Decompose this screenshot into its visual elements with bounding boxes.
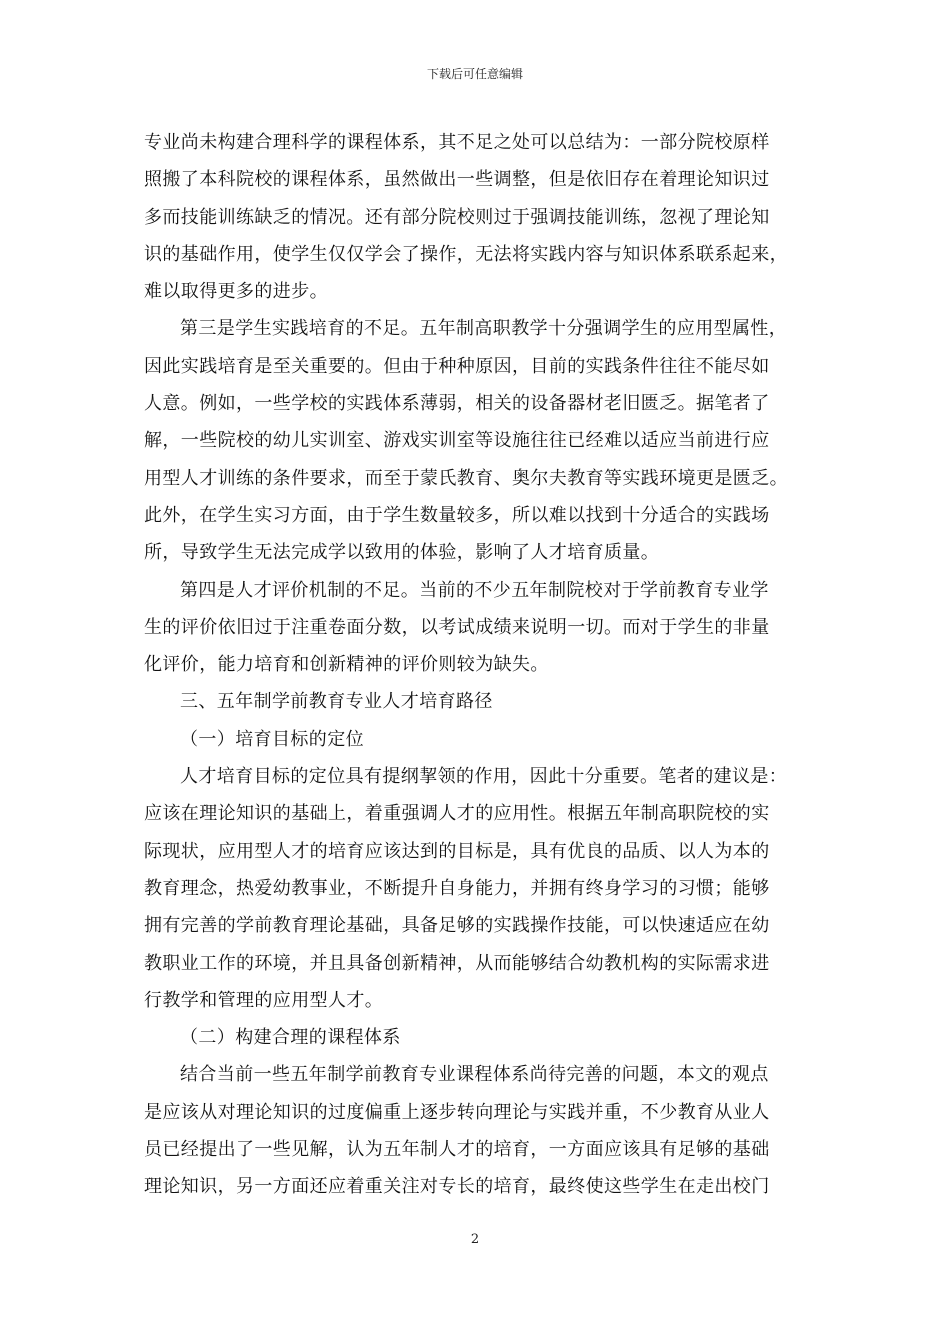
text-line: 教育理念，热爱幼教事业，不断提升自身能力，并拥有终身学习的习惯；能够 [144,877,770,899]
text-line: 生的评价依旧过于注重卷面分数，以考试成绩来说明一切。而对于学生的非量 [144,616,770,638]
document-body [144,124,808,1206]
heading-text: （二）构建合理的课程体系 [180,1027,401,1049]
text-line: 难以取得更多的进步。 [144,281,328,303]
text-line: 化评价，能力培育和创新精神的评价则较为缺失。 [144,654,549,676]
page-header: 下载后可任意编辑 [426,67,523,81]
text-line: 第四是人才评价机制的不足。当前的不少五年制院校对于学前教育专业学 [180,579,769,601]
paragraph-4 [144,758,808,1019]
text-line: 识的基础作用，使学生仅仅学会了操作，无法将实践内容与知识体系联系起来， [144,243,788,265]
paragraph-5 [144,1056,808,1205]
heading-text: （一）培育目标的定位 [180,728,364,750]
paragraph-1 [144,124,808,310]
paragraph-2 [144,310,808,571]
text-line: 应该在理论知识的基础上，着重强调人才的应用性。根据五年制高职院校的实 [144,803,770,825]
text-line: 因此实践培育是至关重要的。但由于种种原因，目前的实践条件往往不能尽如 [144,355,770,377]
text-line: 际现状，应用型人才的培育应该达到的目标是，具有优良的品质、以人为本的 [144,840,770,862]
subsection-heading-1 [144,721,808,758]
text-line: 理论知识，另一方面还应着重关注对专长的培育，最终使这些学生在走出校门 [144,1176,770,1198]
text-line: 是应该从对理论知识的过度偏重上逐步转向理论与实践并重，不少教育从业人 [144,1101,770,1123]
heading-text: 三、五年制学前教育专业人才培育路径 [180,691,493,713]
text-line: 解，一些院校的幼儿实训室、游戏实训室等设施往往已经难以适应当前进行应 [144,430,770,452]
text-line: 照搬了本科院校的课程体系，虽然做出一些调整，但是依旧存在着理论知识过 [144,169,770,191]
page-number: 2 [470,1232,480,1247]
text-line: 结合当前一些五年制学前教育专业课程体系尚待完善的问题，本文的观点 [180,1064,769,1086]
text-line: 此外，在学生实习方面，由于学生数量较多，所以难以找到十分适合的实践场 [144,504,770,526]
text-line: 教职业工作的环境，并且具备创新精神，从而能够结合幼教机构的实际需求进 [144,952,770,974]
text-line: 拥有完善的学前教育理论基础，具备足够的实践操作技能，可以快速适应在幼 [144,915,770,937]
section-heading [144,683,808,720]
text-line: 用型人才训练的条件要求，而至于蒙氏教育、奥尔夫教育等实践环境更是匮乏。 [144,467,788,489]
text-line: 行教学和管理的应用型人才。 [144,989,384,1011]
text-line: 专业尚未构建合理科学的课程体系，其不足之处可以总结为：一部分院校原样 [144,132,770,153]
text-line: 多而技能训练缺乏的情况。还有部分院校则过于强调技能训练，忽视了理论知 [144,206,770,228]
text-line: 员已经提出了一些见解，认为五年制人才的培育，一方面应该具有足够的基础 [144,1139,770,1161]
paragraph-3 [144,572,808,684]
subsection-heading-2 [144,1019,808,1056]
text-line: 第三是学生实践培育的不足。五年制高职教学十分强调学生的应用型属性， [180,318,788,340]
text-line: 人才培育目标的定位具有提纲挈领的作用，因此十分重要。笔者的建议是： [180,766,788,788]
text-line: 所，导致学生无法完成学以致用的体验，影响了人才培育质量。 [144,542,660,564]
text-line: 人意。例如，一些学校的实践体系薄弱，相关的设备器材老旧匮乏。据笔者了 [144,393,770,415]
